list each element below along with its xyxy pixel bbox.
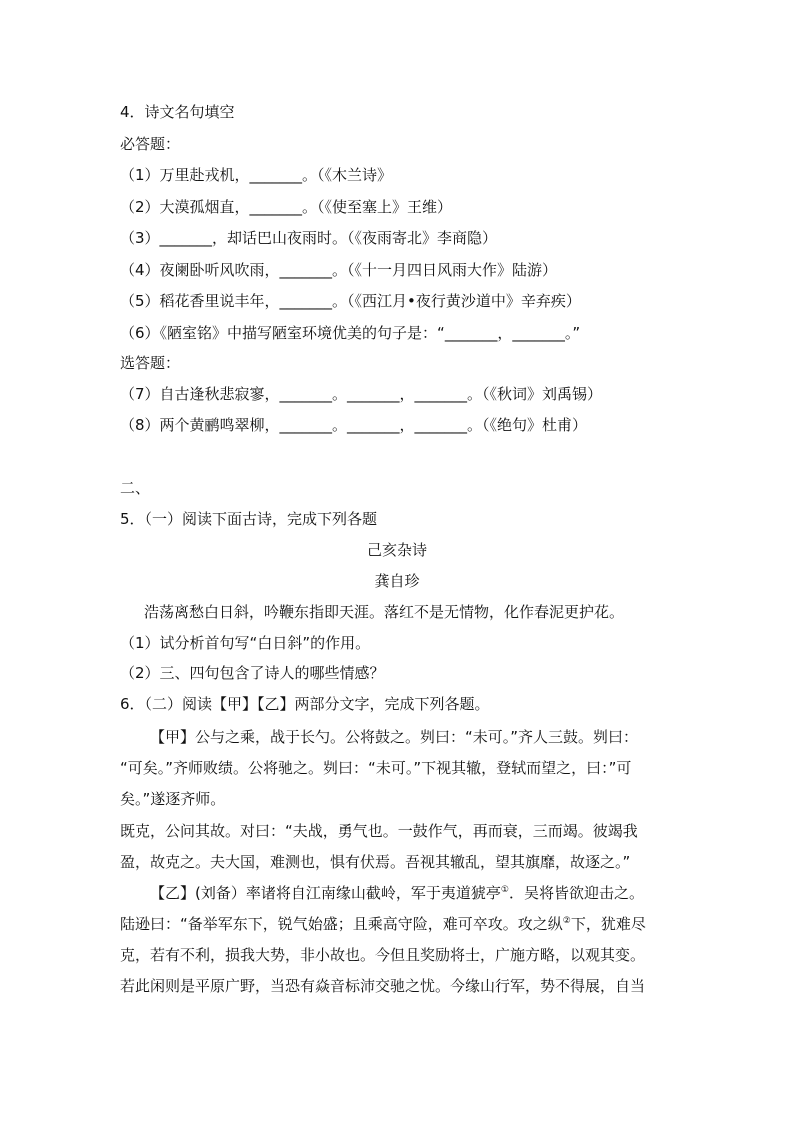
q5-sub-1: （1）试分析首句写“白日斜”的作用。 [120, 634, 371, 652]
yi-line-2 [120, 914, 646, 934]
yi-line-4: 若此闲则是平原广野，当恐有焱音标沛交驰之忧。今缘山行军，势不得展，自当 [120, 977, 646, 995]
footnote-marker-1: ① [500, 885, 509, 895]
section2-heading: 二、 [120, 479, 151, 497]
yi-line-2-text-a: 陆逊曰：“备举军东下，锐气始盛；且乘高守险，难可卒攻。攻之纵 [120, 915, 563, 933]
q4-item-7: （7）自古逢秋悲寂寥，_______。_______，_______。（《秋词》刘禹锡） [120, 385, 603, 403]
required-label: 必答题： [120, 135, 181, 153]
q4-item-6: （6）《陋室铭》中描写陋室环境优美的句子是：“_______，_______。” [120, 324, 581, 342]
q4-item-5: （5）稻花香里说丰年，_______。（《西江月•夜行黄沙道中》辛弃疾） [120, 292, 581, 310]
poem-text: 浩荡离愁白日斜，吟鞭东指即天涯。落红不是无情物，化作春泥更护花。 [144, 603, 625, 621]
yi-line-2-text-b: 下，犹难尽 [570, 915, 646, 933]
footnote-marker-2: ② [562, 916, 571, 926]
yi-line-1 [150, 883, 644, 903]
q4-item-2: （2）大漠孤烟直，_______。（《使至塞上》王维） [120, 198, 453, 216]
jia-line-3: 矣。”遂逐齐师。 [120, 790, 226, 808]
poem-author: 龚自珍 [374, 572, 420, 590]
q6-heading: 6．（二）阅读【甲】【乙】两部分文字，完成下列各题。 [120, 695, 490, 713]
q4-item-4: （4）夜阑卧听风吹雨，_______。（《十一月四日风雨大作》陆游） [120, 261, 558, 279]
q5-sub-2: （2）三、四句包含了诗人的哪些情感？ [120, 664, 385, 682]
jia-line-4: 既克，公问其故。对曰：“夫战，勇气也。一鼓作气，再而衰，三而竭。彼竭我 [120, 822, 638, 840]
jia-line-2: “可矣。”齐师败绩。公将驰之。刿曰：“未可。”下视其辙，登轼而望之，曰：”可 [120, 759, 632, 777]
q4-item-1: （1）万里赴戎机，_______。（《木兰诗》 [120, 166, 393, 184]
q5-heading: 5．（一）阅读下面古诗，完成下列各题 [120, 510, 378, 528]
yi-line-1-text-a: 【乙】(刘备）率诸将自江南缘山截岭，军于夷道猇亭 [150, 884, 501, 902]
yi-line-3: 克，若有不利，损我大势，非小故也。今但且奖励将士，广施方略，以观其变。 [120, 946, 646, 964]
jia-line-5: 盈，故克之。夫大国，难测也，惧有伏焉。吾视其辙乱，望其旗靡，故逐之。” [120, 853, 631, 871]
q4-item-3: （3）_______，却话巴山夜雨时。（《夜雨寄北》李商隐） [120, 229, 498, 247]
jia-line-1: 【甲】公与之乘，战于长勺。公将鼓之。刿曰：“未可。”齐人三鼓。刿曰： [150, 728, 639, 746]
q4-heading: 4．诗文名句填空 [120, 103, 235, 121]
yi-line-1-text-b: ．吴将皆欲迎击之。 [508, 884, 644, 902]
q4-item-8: （8）两个黄鹂鸣翠柳，_______。_______，_______。（《绝句》杜甫） [120, 416, 588, 434]
poem-title: 己亥杂诗 [366, 541, 427, 559]
optional-label: 选答题： [120, 354, 181, 372]
